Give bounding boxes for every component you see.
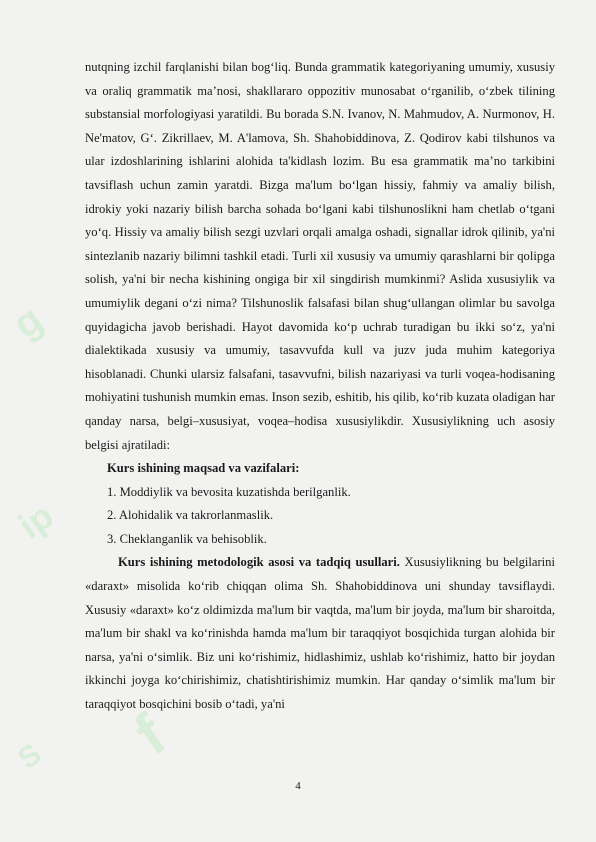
list-item: 1. Moddiylik va bevosita kuzatishda berilganlik. — [107, 484, 351, 499]
section-heading-goals: Kurs ishining maqsad va vazifalari: — [107, 461, 300, 476]
body-paragraph-methodology — [85, 551, 555, 716]
watermark: g — [5, 297, 51, 348]
page-body — [85, 56, 555, 717]
list-item: 2. Alohidalik va takrorlanmaslik. — [107, 508, 274, 523]
watermark: ip — [10, 494, 61, 547]
list-item: 3. Cheklanganlik va behisoblik. — [107, 531, 267, 546]
page-number: 4 — [295, 780, 301, 792]
inline-heading-methodology: Kurs ishining metodologik asosi va tadqiq usullari. — [118, 555, 400, 570]
body-paragraph: nutqning izchil farqlanishi bilan bogʻliq. Bunda grammatik kategoriyaning umumiy, xususiy va oraliq grammatik maʼnosi, shakllararo oppozitiv munosabat oʻrganilib, oʻzbek tilining substansial morfologiyasi yaratildi. Bu borada S.N. Ivanov, N. Mahmudov, A. Nurmonov, H. Ne'matov, Gʻ. Zikrillaev, M. A'lamova, Sh. Shahobiddinova, Z. Qodirov kabi tilshunos va ular izdoshlarining ishlarini alohida ta'kidlash lozim. Bu esa grammatik maʼno tarkibini tavsiflash uchun zamin yaratdi. Bizga ma'lum boʻlgan hissiy, fahmiy va amaliy bilish, idrokiy yoki nazariy bilish barcha sohada boʻlgani kabi tilshunoslikni ham chetlab oʻtgani yoʻq. Hissiy va amaliy bilish sezgi uzvlari orqali amalga oshadi, signallar idrok qilinib, ya'ni sintezlanib nazariy bilimni tashkil etadi. Turli xil xususiy va umumiy qarashlarni bir qolipga solish, ya'ni bir necha kishining ongiga bir xil singdirish mumkinmi? Aslida xususiylik va umumiylik degani oʻzi nima? Tilshunoslik falsafasi bilan shugʻullangan olimlar bu savolga quyidagicha javob berishadi. Hayot davomida koʻp uchrab turadigan bu ikki soʻz, ya'ni dialektikada xususiy va umumiy, tasavvufda kull va juzv juda muhim kategoriya hisoblanadi. Chunki ularsiz falsafani, tasavvufni, bilish nazariyasi va turli voqea-hodisaning mohiyatini tushunish mumkin emas. Inson sezib, eshitib, his qilib, koʻrib kuzata oladigan har qanday narsa, belgi–xususiyat, voqea–hodisa xususiylikdir. Xususiylikning uch asosiy belgisi ajratiladi: — [85, 60, 555, 452]
watermark: f — [122, 701, 178, 768]
paragraph-text: Xususiylikning bu belgilarini «daraxt» misolida koʻrib chiqqan olima Sh. Shahobiddinova uni shunday tavsiflaydi. Xususiy «daraxt» koʻz oldimizda ma'lum bir vaqtda, ma'lum bir joyda, ma'lum bir sharoitda, ma'lum bir shakl va koʻrinishda hamda ma'lum bir taraqqiyot bosqichida turgan alohida bir narsa, ya'ni oʻsimlik. Biz uni koʻrishimiz, hidlashimiz, ushlab koʻrishimiz, hatto bir joydan ikkinchi joyga koʻchirishimiz, chatishtirishimiz mumkin. Har qanday oʻsimlik ma'lum bir taraqqiyot bosqichini bosib oʻtadi, ya'ni — [85, 555, 555, 712]
watermark: S — [12, 737, 48, 776]
